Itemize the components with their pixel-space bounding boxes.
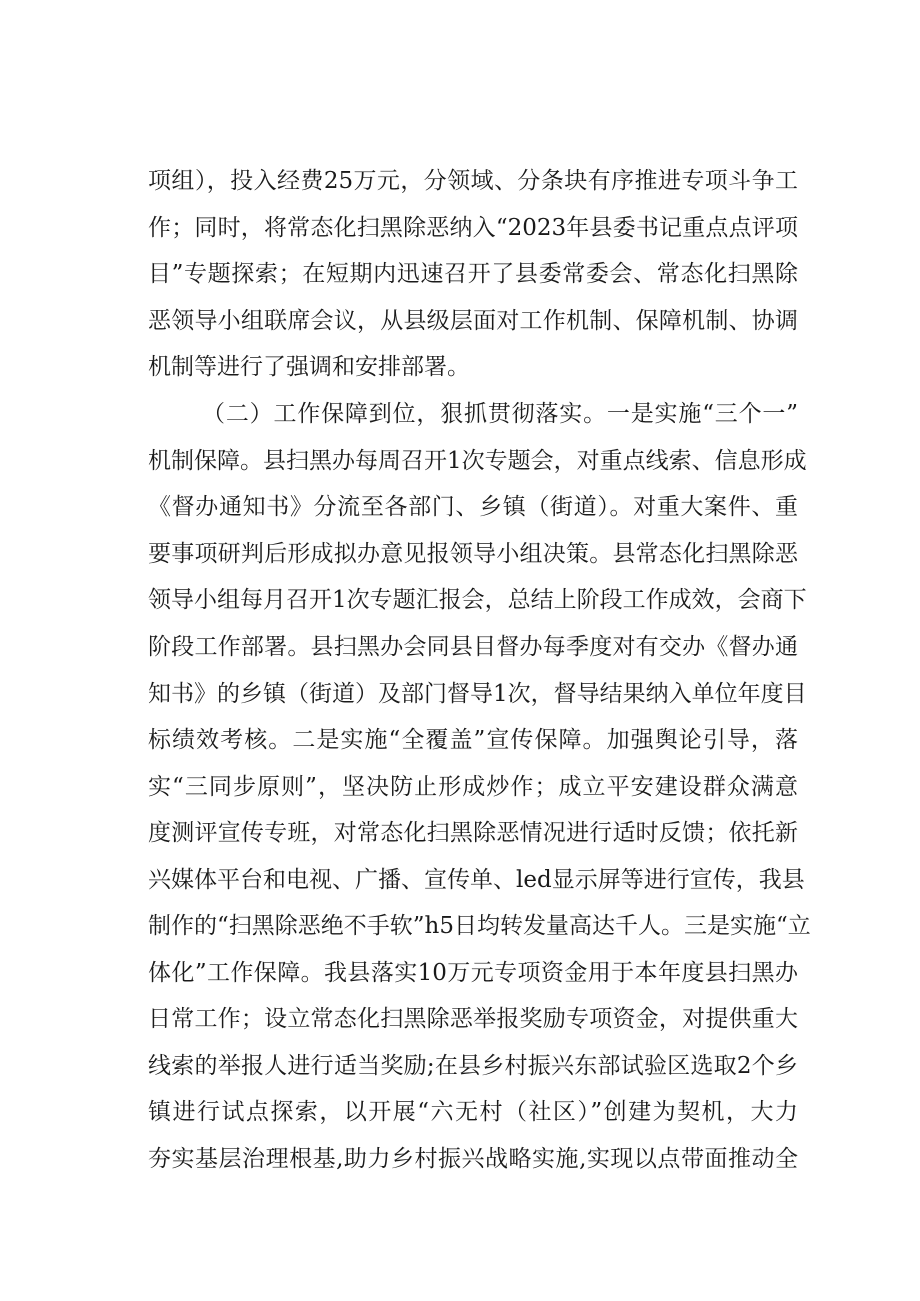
text-line: 《督办通知书》分流至各部门、乡镇（街道）。对重大案件、重 (148, 494, 798, 520)
text-line: 夯实基层治理根基,助力乡村振兴战略实施,实现以点带面推动全 (148, 1146, 798, 1172)
text-line: 线索的举报人进行适当奖励;在县乡村振兴东部试验区选取2个乡 (148, 1053, 798, 1079)
text-line: 项组），投入经费25万元，分领域、分条块有序推进专项斗争工 (148, 168, 798, 194)
text-line: 镇进行试点探索，以开展“六无村（社区）”创建为契机，大力 (148, 1099, 798, 1125)
text-line: 兴媒体平台和电视、广播、宣传单、led显示屏等进行宣传，我县 (148, 867, 805, 893)
text-line: 标绩效考核。二是实施“全覆盖”宣传保障。加强舆论引导，落 (148, 727, 798, 753)
text-line: 要事项研判后形成拟办意见报领导小组决策。县常态化扫黑除恶 (148, 541, 798, 567)
paragraph-start-line: （二）工作保障到位，狠抓贯彻落实。一是实施“三个一” (202, 401, 798, 427)
text-line: 日常工作；设立常态化扫黑除恶举报奖励专项资金，对提供重大 (148, 1006, 798, 1032)
text-line: 实“三同步原则”，坚决防止形成炒作；成立平安建设群众满意 (148, 774, 798, 800)
text-line: 机制保障。县扫黑办每周召开1次专题会，对重点线索、信息形成 (148, 448, 807, 474)
text-line: 体化”工作保障。我县落实10万元专项资金用于本年度县扫黑办 (148, 960, 798, 986)
text-line: 制作的“扫黑除恶绝不手软”h5日均转发量高达千人。三是实施“立 (148, 913, 811, 939)
text-line: 阶段工作部署。县扫黑办会同县目督办每季度对有交办《督办通 (148, 634, 798, 660)
text-line: 度测评宣传专班，对常态化扫黑除恶情况进行适时反馈；依托新 (148, 820, 798, 846)
text-line: 恶领导小组联席会议，从县级层面对工作机制、保障机制、协调 (148, 308, 798, 334)
text-line: 目”专题探索；在短期内迅速召开了县委常委会、常态化扫黑除 (148, 261, 798, 287)
text-line: 知书》的乡镇（街道）及部门督导1次，督导结果纳入单位年度目 (148, 681, 807, 707)
text-line: 领导小组每月召开1次专题汇报会，总结上阶段工作成效，会商下 (148, 587, 807, 613)
text-line: 作；同时，将常态化扫黑除恶纳入“2023年县委书记重点点评项 (148, 215, 798, 241)
text-line: 机制等进行了强调和安排部署。 (148, 354, 470, 380)
